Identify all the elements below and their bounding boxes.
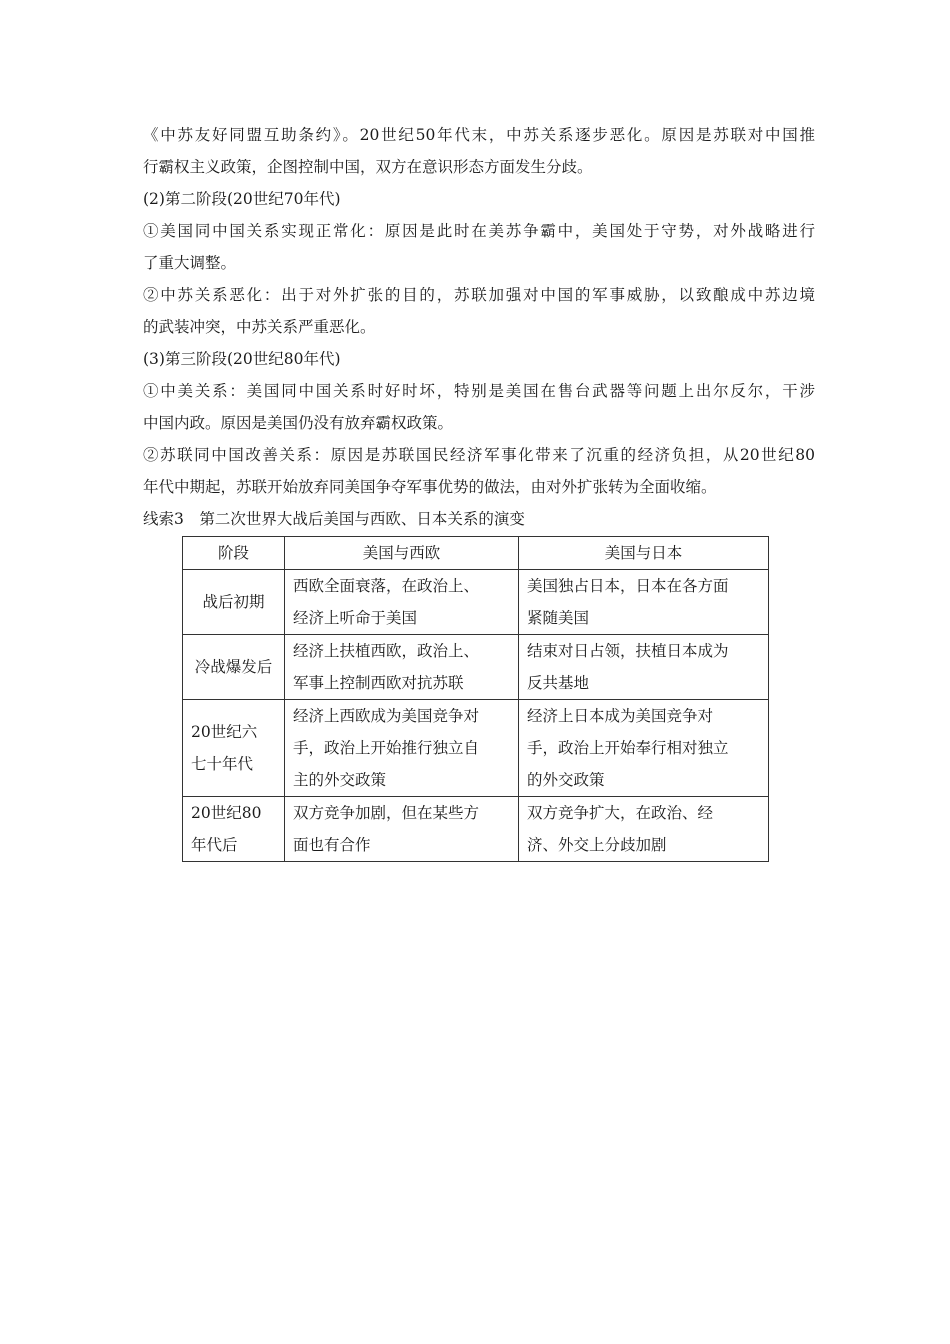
japan-cell [519,570,769,635]
cell-line: 西欧全面衰落，在政治上、 [293,577,480,595]
cell-line: 结束对日占领，扶植日本成为 [527,642,729,660]
text-line: 行霸权主义政策，企图控制中国，双方在意识形态方面发生分歧。 [143,158,593,176]
text-line: 了重大调整。 [143,254,237,272]
cell-line: 紧随美国 [527,609,590,627]
stage-cell [183,570,285,635]
cell-line: 经济上听命于美国 [293,609,418,627]
paragraph-sino-us-1980s [143,375,815,439]
cell-line: 年代后 [191,836,238,854]
cell-line: 冷战爆发后 [194,658,273,676]
cell-line: 经济上扶植西欧，政治上、 [293,642,480,660]
text-line: 的武装冲突，中苏关系严重恶化。 [143,318,376,336]
table-row [183,635,769,700]
japan-cell [519,700,769,797]
table-header-row [183,537,769,570]
cell-line: 经济上日本成为美国竞争对 [527,707,714,725]
cell-line: 济、外交上分歧加剧 [527,836,667,854]
section-heading-stage-2 [143,183,815,215]
stage-cell [183,700,285,797]
west-europe-cell [285,570,519,635]
cell-line: 手，政治上开始推行独立自 [293,739,480,757]
relations-table [182,536,769,862]
japan-cell [519,797,769,862]
cell-line: 双方竞争扩大，在政治、经 [527,804,714,822]
table-row [183,570,769,635]
table-row [183,797,769,862]
cell-line: 面也有合作 [293,836,371,854]
column-header-stage: 阶段 [183,537,285,570]
text-line: 中国内政。原因是美国仍没有放弃霸权政策。 [143,414,454,432]
text-line: ②苏联同中国改善关系：原因是苏联国民经济军事化带来了沉重的经济负担，从20世纪80 [143,446,815,464]
paragraph-soviet-china-improvement [143,439,815,503]
text-line: (2)第二阶段(20世纪70年代) [143,190,341,208]
cell-line: 战后初期 [202,593,265,611]
text-line: 年代中期起，苏联开始放弃同美国争夺军事优势的做法，由对外扩张转为全面收缩。 [143,478,717,496]
cell-line: 经济上西欧成为美国竞争对 [293,707,480,725]
text-line: ①中美关系：美国同中国关系时好时坏，特别是美国在售台武器等问题上出尔反尔，干涉 [143,382,815,400]
paragraph-sino-soviet-deterioration [143,279,815,343]
cell-line: 军事上控制西欧对抗苏联 [293,674,464,692]
cell-line: 反共基地 [527,674,590,692]
table-row [183,700,769,797]
text-line: (3)第三阶段(20世纪80年代) [143,350,341,368]
west-europe-cell [285,797,519,862]
document-body [143,119,815,535]
cell-line: 双方竞争加剧，但在某些方 [293,804,480,822]
stage-cell [183,797,285,862]
cell-line: 美国独占日本，日本在各方面 [527,577,729,595]
cell-line: 20世纪六 [191,723,258,741]
west-europe-cell [285,635,519,700]
text-line: 《中苏友好同盟互助条约》。20世纪50年代末，中苏关系逐步恶化。原因是苏联对中国推 [143,126,815,144]
stage-cell [183,635,285,700]
paragraph-sino-soviet-1950s [143,119,815,183]
text-line: ①美国同中国关系实现正常化：原因是此时在美苏争霸中，美国处于守势，对外战略进行 [143,222,815,240]
japan-cell [519,635,769,700]
cell-line: 20世纪80 [191,804,262,822]
text-line: 线索3 第二次世界大战后美国与西欧、日本关系的演变 [143,510,525,528]
cell-line: 七十年代 [191,755,254,773]
section-heading-stage-3 [143,343,815,375]
paragraph-us-china-normalization [143,215,815,279]
cell-line: 主的外交政策 [293,771,387,789]
text-line: ②中苏关系恶化：出于对外扩张的目的，苏联加强对中国的军事威胁，以致酿成中苏边境 [143,286,815,304]
west-europe-cell [285,700,519,797]
column-header-us-west-europe: 美国与西欧 [285,537,519,570]
cell-line: 的外交政策 [527,771,605,789]
column-header-us-japan: 美国与日本 [519,537,769,570]
cell-line: 手，政治上开始奉行相对独立 [527,739,729,757]
section-heading-clue-3 [143,503,815,535]
